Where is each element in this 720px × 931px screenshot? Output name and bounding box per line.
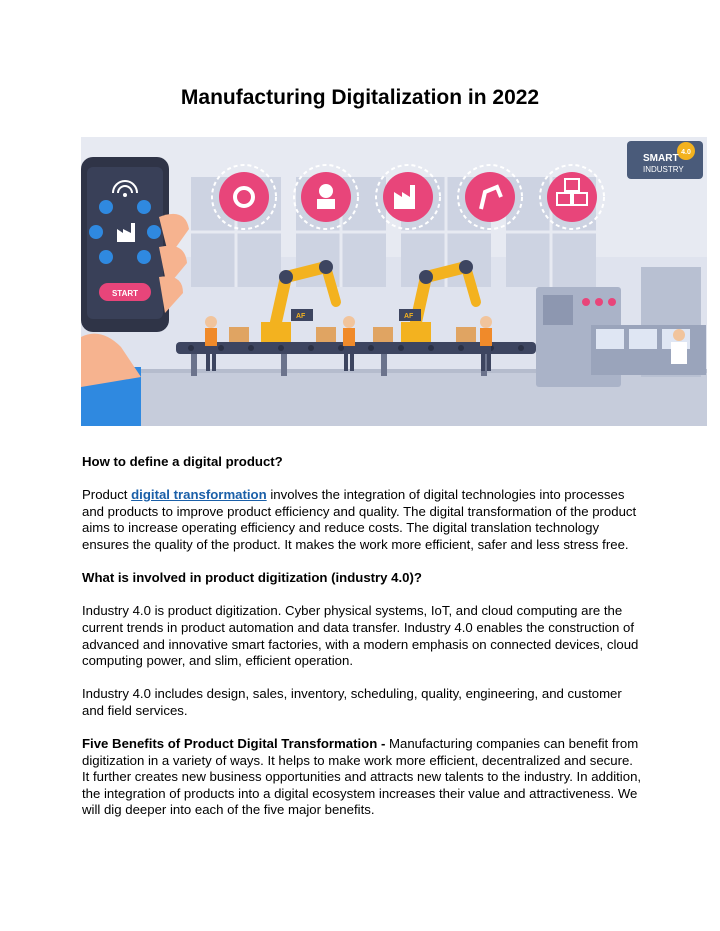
digital-transformation-link[interactable]: digital transformation: [131, 487, 267, 503]
section-heading-industry-4: What is involved in product digitization (industry 4.0)?: [82, 570, 422, 586]
svg-text:START: START: [111, 289, 139, 298]
five-benefits-heading: Five Benefits of Product Digital Transformation -: [82, 736, 390, 752]
article-body: [82, 454, 642, 819]
svg-text:AF: AF: [296, 313, 306, 320]
smart-industry-badge: [627, 141, 703, 179]
svg-text:4.0: 4.0: [681, 149, 691, 156]
svg-text:AF: AF: [404, 313, 414, 320]
paragraph-digital-product: [82, 487, 642, 553]
robot-arm-icon: [465, 172, 515, 222]
page-title: Manufacturing Digitalization in 2022: [180, 86, 540, 109]
text-run: Product: [82, 487, 132, 503]
paragraph-five-benefits: [82, 736, 642, 819]
section-heading-digital-product: How to define a digital product?: [82, 454, 283, 469]
svg-text:SMART: SMART: [643, 153, 679, 164]
svg-text:INDUSTRY: INDUSTRY: [643, 165, 684, 174]
paragraph-industry-4-intro: Industry 4.0 is product digitization. Cyber physical systems, IoT, and cloud computing are the current trends in product automation and data transfer. Industry 4.0 enables the construction of advanced and innovative smart factories, with a modern emphasis on connected devices, cloud computing power, and slim, efficient operation.: [82, 603, 639, 669]
paragraph-industry-4-scope: Industry 4.0 includes design, sales, inventory, scheduling, quality, engineering, and customer and field services.: [82, 686, 622, 718]
text-run: involves the integration of digital technologies into processes and products to improve product efficiency and quality. The digital transformation of the product aims to increase operating efficiency and reduce costs. The digital translation technology ensures the quality of the product. It makes the work more efficient, safer and less stress free.: [82, 487, 637, 552]
text-run: Manufacturing companies can benefit from digitization in a variety of ways. It helps to make work more efficient, decentralized and secure. It further creates new business opportunities and attracts new talents to the industry. In addition, the integration of products into a digital ecosystem increases their value and attractiveness. We will dig deeper into each of the five major benefits.: [82, 736, 642, 818]
gear-icon: [219, 172, 269, 222]
hero-illustration: [81, 137, 707, 426]
